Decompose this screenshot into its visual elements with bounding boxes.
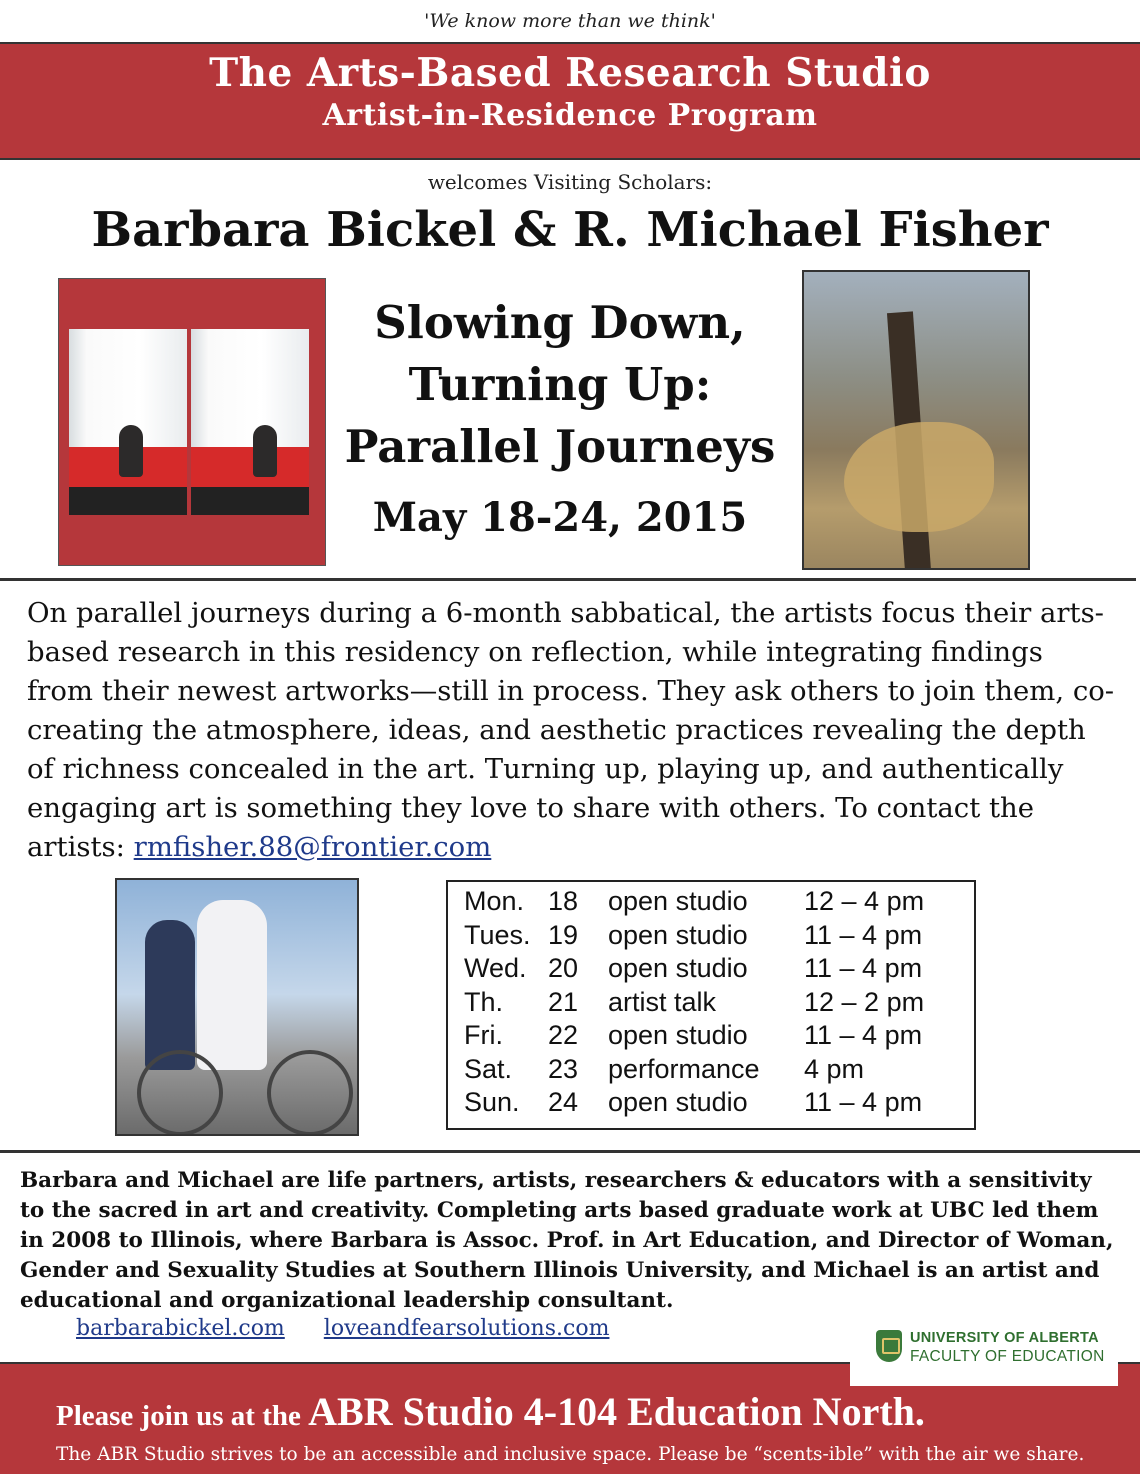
schedule-row: Sat. 23 performance 4 pm xyxy=(464,1053,865,1084)
schedule-row: Tues. 19 open studio 11 – 4 pm xyxy=(464,919,923,950)
header-banner xyxy=(0,42,1140,160)
event-title-line: Parallel Journeys xyxy=(344,420,776,473)
contact-email-link[interactable]: rmfisher.88@frontier.com xyxy=(133,831,492,863)
schedule-row: Mon. 18 open studio 12 – 4 pm xyxy=(464,886,925,916)
bicycle-photo xyxy=(115,878,359,1136)
gallery-photo xyxy=(58,278,326,566)
event-date: May 18-24, 2015 xyxy=(372,494,748,541)
university-logo xyxy=(850,1320,1118,1386)
bio-text: Barbara and Michael are life partners, artists, researchers & educators with a sensitivity to the sacred in art and creativity. Completing arts based graduate work at UBC led them in 2008 to Illinois, where Barbara is Assoc. Prof. in Art Education, and Director of Woman, Gender and Sexuality Studies at Southern Illinois University, and Michael is an artist and educational and organizational leadership consultant. xyxy=(20,1168,1114,1313)
schedule-row: Sun. 24 open studio 11 – 4 pm xyxy=(464,1087,923,1117)
schedule-table xyxy=(446,880,976,1130)
shield-icon xyxy=(876,1330,902,1362)
website-link-barbara[interactable]: barbarabickel.com xyxy=(76,1316,285,1341)
logo-faculty-name: FACULTY OF EDUCATION xyxy=(910,1348,1105,1365)
event-title-line: Slowing Down, xyxy=(374,296,746,349)
schedule-row: Fri. 22 open studio 11 – 4 pm xyxy=(464,1020,923,1050)
event-title-line: Turning Up: xyxy=(408,358,712,411)
accessibility-note: The ABR Studio strives to be an accessible and inclusive space. Please be “scents-ible” with the air we share. xyxy=(56,1444,1085,1465)
logo-university-name: UNIVERSITY OF ALBERTA xyxy=(910,1330,1099,1346)
website-link-loveandfear[interactable]: loveandfearsolutions.com xyxy=(323,1316,610,1341)
website-links xyxy=(76,1316,641,1341)
divider xyxy=(0,1150,1140,1153)
join-invitation xyxy=(56,1388,925,1435)
gallery-photo-panel-left xyxy=(69,329,187,515)
studio-title: The Arts-Based Research Studio xyxy=(209,50,931,96)
join-prefix: Please join us at the xyxy=(56,1400,309,1432)
welcome-text: welcomes Visiting Scholars: xyxy=(427,170,713,194)
divider xyxy=(0,578,1136,581)
tagline: 'We know more than we think' xyxy=(424,10,716,32)
description-text: On parallel journeys during a 6-month sabbatical, the artists focus their arts-based research in this residency on reflection, while integrating findings from their newest artworks—still in process. They ask others to join them, co-creating the atmosphere, ideas, and aesthetic practices revealing the depth of richness concealed in the art. Turning up, playing up, and authentically engaging art is something they love to share with others. To contact the artists: xyxy=(27,597,1115,863)
event-title xyxy=(340,292,780,478)
description xyxy=(27,594,1117,867)
tree-photo xyxy=(802,270,1030,570)
gallery-photo-panel-right xyxy=(191,329,309,515)
program-subtitle: Artist-in-Residence Program xyxy=(322,98,818,133)
schedule-row: Th. 21 artist talk 12 – 2 pm xyxy=(464,986,925,1017)
schedule-row: Wed. 20 open studio 11 – 4 pm xyxy=(464,953,923,983)
join-location: ABR Studio 4-104 Education North. xyxy=(308,1389,925,1434)
scholar-names: Barbara Bickel & R. Michael Fisher xyxy=(91,202,1049,258)
